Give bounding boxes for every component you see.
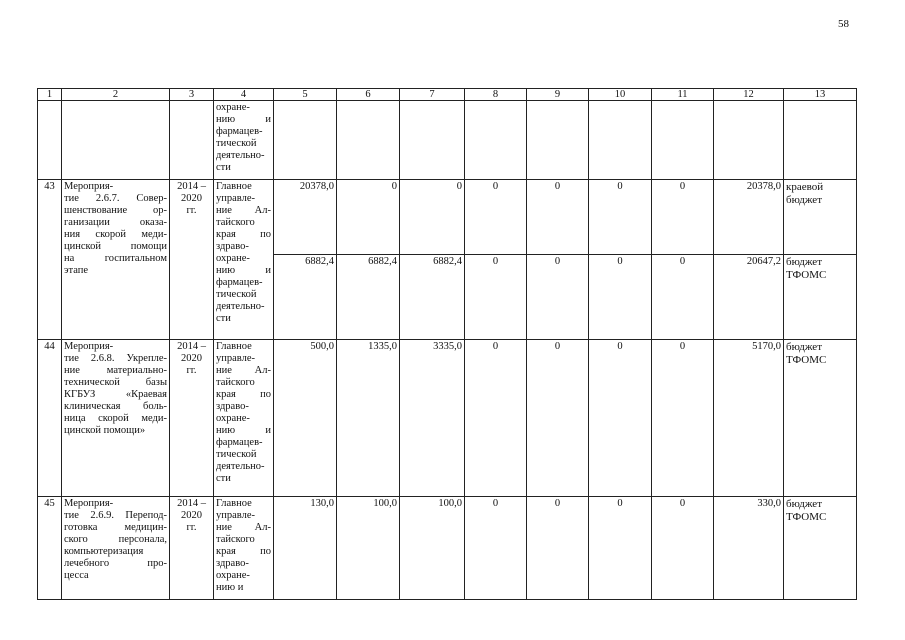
row-num-cell: 44 — [38, 340, 62, 497]
executor-cell — [214, 101, 274, 180]
value-cell: 0 — [465, 180, 527, 255]
value-cell: 6882,4 — [274, 255, 337, 340]
executor-cell — [214, 340, 274, 497]
name-cell-line: цинской помощи» — [64, 425, 146, 436]
name-cell-line: КГБУЗ «Краевая — [64, 389, 167, 400]
name-cell — [62, 497, 170, 600]
name-cell-line: на госпитальном — [64, 253, 167, 264]
name-cell — [62, 340, 170, 497]
years-cell-line: 2014 – — [177, 181, 206, 192]
executor-cell-line: сти — [216, 473, 231, 484]
years-cell-line: 2020 — [181, 353, 202, 364]
value-cell: 500,0 — [274, 340, 337, 497]
years-cell-line: гг. — [186, 365, 197, 376]
executor-cell-line: края по — [216, 546, 271, 557]
executor-cell — [214, 180, 274, 340]
executor-cell-line: ние Ал- — [216, 365, 271, 376]
value-cell: 0 — [589, 340, 652, 497]
source-cell-line: ТФОМС — [786, 511, 827, 523]
executor-cell-line: тайского — [216, 217, 255, 228]
name-cell-line: лечебного про- — [64, 558, 167, 569]
name-cell-line: ница скорой меди- — [64, 413, 167, 424]
years-cell-line: 2020 — [181, 510, 202, 521]
years-cell — [170, 101, 214, 180]
header-cell: 7 — [400, 89, 465, 101]
executor-cell-line: тической — [216, 289, 257, 300]
total-cell: 20378,0 — [714, 180, 784, 255]
executor-cell-line: нию и — [216, 425, 271, 436]
table-row — [38, 340, 857, 497]
value-cell: 0 — [589, 180, 652, 255]
executor-cell-line: ние Ал- — [216, 205, 271, 216]
header-cell: 12 — [714, 89, 784, 101]
years-cell — [170, 497, 214, 600]
value-cell — [714, 101, 784, 180]
value-cell: 100,0 — [400, 497, 465, 600]
source-cell-line: краевой — [786, 181, 824, 193]
value-cell: 0 — [652, 180, 714, 255]
value-cell: 0 — [652, 497, 714, 600]
name-cell-line: ния скорой меди- — [64, 229, 167, 240]
source-cell-line: ТФОМС — [786, 354, 827, 366]
executor-cell-line: Главное — [216, 498, 252, 509]
name-cell-line: компьютеризация — [64, 546, 144, 557]
executor-cell-line: фармацев- — [216, 437, 263, 448]
years-cell-line: гг. — [186, 522, 197, 533]
value-cell — [527, 101, 589, 180]
value-cell: 0 — [652, 340, 714, 497]
name-cell-line: ганизации оказа- — [64, 217, 167, 228]
years-cell-line: 2014 – — [177, 498, 206, 509]
source-cell-line: бюджет — [786, 256, 822, 268]
executor-cell-line: деятельно- — [216, 301, 265, 312]
executor-cell-line: Главное — [216, 181, 252, 192]
name-cell-line: этапе — [64, 265, 89, 276]
header-cell: 8 — [465, 89, 527, 101]
value-cell — [465, 101, 527, 180]
years-cell-line: гг. — [186, 205, 197, 216]
value-cell — [337, 101, 400, 180]
header-cell: 1 — [38, 89, 62, 101]
name-cell-line: Мероприя- — [64, 181, 114, 192]
name-cell-line: шенствование ор- — [64, 205, 167, 216]
executor-cell-line: охране- — [216, 413, 250, 424]
executor-cell — [214, 497, 274, 600]
years-cell-line: 2020 — [181, 193, 202, 204]
header-cell: 9 — [527, 89, 589, 101]
header-cell: 4 — [214, 89, 274, 101]
name-cell-line: ние материально- — [64, 365, 167, 376]
years-cell — [170, 340, 214, 497]
executor-cell-line: управле- — [216, 353, 255, 364]
executor-cell-line: деятельно- — [216, 461, 265, 472]
value-cell: 0 — [465, 497, 527, 600]
row-num-cell: 45 — [38, 497, 62, 600]
executor-cell-line: тической — [216, 449, 257, 460]
executor-cell-line: здраво- — [216, 241, 249, 252]
name-cell-line: готовка медицин- — [64, 522, 167, 533]
executor-cell-line: сти — [216, 313, 231, 324]
value-cell: 20378,0 — [274, 180, 337, 255]
value-cell — [400, 101, 465, 180]
value-cell: 0 — [527, 180, 589, 255]
row-num-cell: 43 — [38, 180, 62, 340]
executor-cell-line: ние Ал- — [216, 522, 271, 533]
table-row — [38, 180, 857, 255]
value-cell — [274, 101, 337, 180]
table-row — [38, 497, 857, 600]
executor-cell-line: нию и — [216, 114, 271, 125]
name-cell-line: Мероприя- — [64, 341, 114, 352]
source-cell — [784, 255, 857, 340]
page-number: 58 — [838, 18, 849, 30]
source-cell-line: ТФОМС — [786, 269, 827, 281]
executor-cell-line: края по — [216, 229, 271, 240]
name-cell-line: клиническая боль- — [64, 401, 167, 412]
value-cell: 130,0 — [274, 497, 337, 600]
name-cell-line: ского персонала, — [64, 534, 167, 545]
name-cell-line: цинской помощи — [64, 241, 167, 252]
executor-cell-line: охране- — [216, 253, 250, 264]
executor-cell-line: здраво- — [216, 558, 249, 569]
name-cell-line: технической базы — [64, 377, 167, 388]
years-cell-line: 2014 – — [177, 341, 206, 352]
name-cell — [62, 180, 170, 340]
name-cell-line: тие 2.6.9. Перепод- — [64, 510, 167, 521]
executor-cell-line: охране- — [216, 570, 250, 581]
value-cell: 0 — [527, 340, 589, 497]
source-cell — [784, 180, 857, 255]
source-cell-line: бюджет — [786, 341, 822, 353]
executor-cell-line: здраво- — [216, 401, 249, 412]
value-cell: 0 — [589, 255, 652, 340]
table-row — [38, 101, 857, 180]
value-cell: 0 — [337, 180, 400, 255]
executor-cell-line: тической — [216, 138, 257, 149]
value-cell: 0 — [465, 340, 527, 497]
executor-cell-line: тайского — [216, 377, 255, 388]
value-cell: 0 — [589, 497, 652, 600]
header-row — [38, 89, 857, 101]
name-cell-line: цесса — [64, 570, 89, 581]
executor-cell-line: тайского — [216, 534, 255, 545]
total-cell: 330,0 — [714, 497, 784, 600]
name-cell-line: тие 2.6.7. Совер- — [64, 193, 167, 204]
executor-cell-line: нию и — [216, 582, 244, 593]
executor-cell-line: нию и — [216, 265, 271, 276]
value-cell: 0 — [465, 255, 527, 340]
value-cell: 0 — [652, 255, 714, 340]
value-cell: 0 — [527, 497, 589, 600]
value-cell: 6882,4 — [400, 255, 465, 340]
value-cell — [784, 101, 857, 180]
value-cell: 3335,0 — [400, 340, 465, 497]
source-cell-line: бюджет — [786, 498, 822, 510]
source-cell-line: бюджет — [786, 194, 822, 206]
value-cell: 6882,4 — [337, 255, 400, 340]
header-cell: 11 — [652, 89, 714, 101]
name-cell-line: тие 2.6.8. Укрепле- — [64, 353, 167, 364]
executor-cell-line: деятельно- — [216, 150, 265, 161]
budget-table — [37, 88, 857, 600]
executor-cell-line: охране- — [216, 102, 250, 113]
executor-cell-line: фармацев- — [216, 126, 263, 137]
executor-cell-line: Главное — [216, 341, 252, 352]
source-cell — [784, 340, 857, 497]
value-cell: 1335,0 — [337, 340, 400, 497]
header-cell: 2 — [62, 89, 170, 101]
value-cell — [652, 101, 714, 180]
value-cell — [589, 101, 652, 180]
header-cell: 10 — [589, 89, 652, 101]
row-num-cell — [38, 101, 62, 180]
total-cell: 5170,0 — [714, 340, 784, 497]
value-cell: 100,0 — [337, 497, 400, 600]
years-cell — [170, 180, 214, 340]
executor-cell-line: сти — [216, 162, 231, 173]
source-cell — [784, 497, 857, 600]
header-cell: 13 — [784, 89, 857, 101]
value-cell: 0 — [400, 180, 465, 255]
value-cell: 0 — [527, 255, 589, 340]
executor-cell-line: фармацев- — [216, 277, 263, 288]
header-cell: 3 — [170, 89, 214, 101]
name-cell — [62, 101, 170, 180]
executor-cell-line: управле- — [216, 510, 255, 521]
executor-cell-line: управле- — [216, 193, 255, 204]
total-cell: 20647,2 — [714, 255, 784, 340]
header-cell: 6 — [337, 89, 400, 101]
name-cell-line: Мероприя- — [64, 498, 114, 509]
executor-cell-line: края по — [216, 389, 271, 400]
header-cell: 5 — [274, 89, 337, 101]
